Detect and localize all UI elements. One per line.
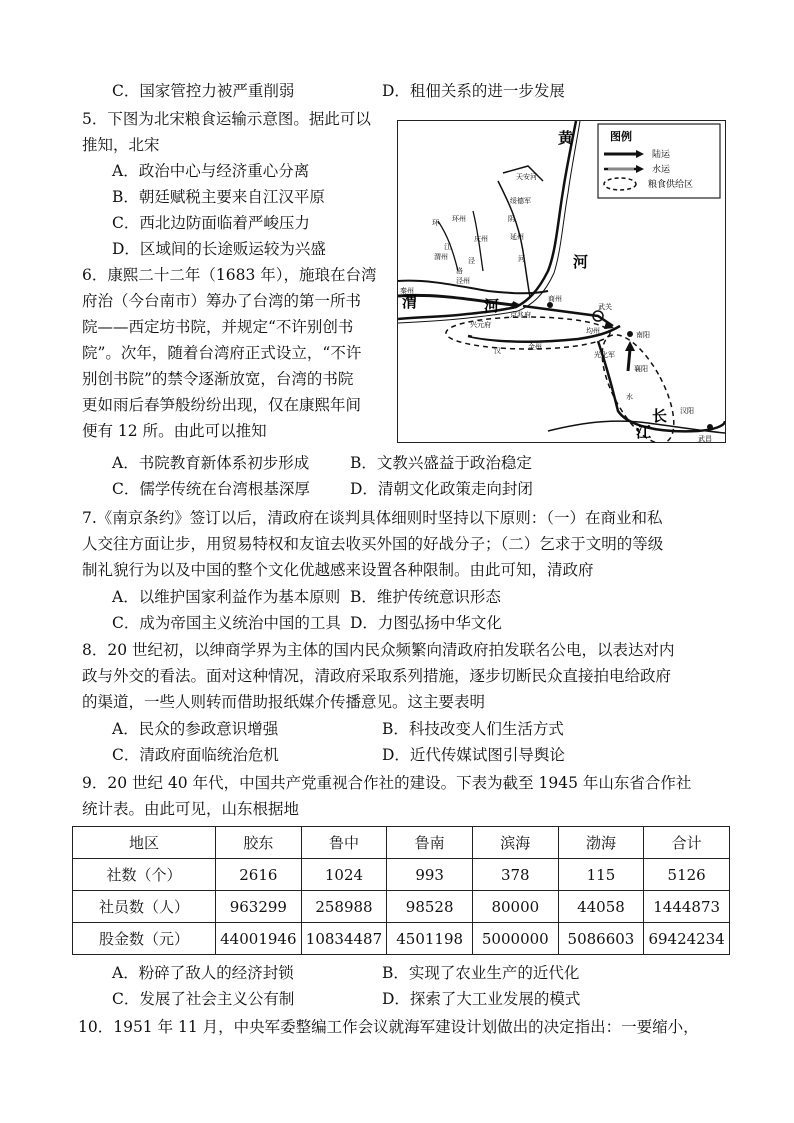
table-cell: 5126: [644, 859, 730, 891]
q6-stem-line6: 更如雨后春笋般纷纷出现，仅在康熙年间: [82, 396, 362, 414]
legend-land: 陆运: [652, 150, 671, 160]
table-header-cell: 胶东: [216, 827, 302, 859]
svg-text:泾: 泾: [468, 257, 475, 265]
q9-option-c: C．发展了社会主义公有制: [112, 990, 295, 1008]
q5-stem-line2: 推知，北宋: [82, 136, 160, 154]
svg-text:武昌: 武昌: [698, 435, 712, 442]
label-wei: 渭: [402, 293, 418, 311]
svg-text:水: 水: [626, 393, 633, 401]
table-cell: 44001946: [216, 923, 302, 955]
table-cell: 1444873: [644, 891, 730, 923]
table-cell: 258988: [301, 891, 387, 923]
q5-stem-line1: 5．下图为北宋粮食运输示意图。据此可以: [82, 110, 371, 128]
q6-option-a: A．书院教育新体系初步形成: [112, 454, 310, 472]
table-cell: 378: [472, 859, 558, 891]
svg-text:河: 河: [518, 255, 525, 263]
q9-stem-line2: 统计表。由此可见，山东根据地: [82, 800, 300, 818]
table-cell: 5000000: [472, 923, 558, 955]
q5-option-c: C．西北边防面临着严峻压力: [112, 214, 310, 232]
label-chang: 长: [652, 407, 668, 425]
svg-text:环: 环: [432, 219, 439, 227]
q9-option-b: B．实现了农业生产的近代化: [382, 964, 580, 982]
table-row: [73, 859, 730, 891]
q4-option-c: C．国家管控力被严重削弱: [112, 82, 295, 100]
q9-option-a: A．粉碎了敌人的经济封锁: [112, 964, 294, 982]
q9-stem-line1: 9．20 世纪 40 年代，中国共产党重视合作社的建设。下表为截至 1945 年山东省合作社: [82, 774, 692, 792]
shandong-coop-table: [72, 826, 730, 955]
q4-option-d: D．租佃关系的进一步发展: [382, 82, 565, 100]
q8-option-a: A．民众的参政意识增强: [112, 720, 279, 738]
table-header-cell: 鲁中: [301, 827, 387, 859]
q7-option-c: C．成为帝国主义统治中国的工具: [112, 614, 341, 632]
svg-text:环州: 环州: [452, 215, 466, 223]
yellow-river: [398, 121, 576, 319]
svg-text:泾州: 泾州: [456, 277, 470, 285]
q6-option-d: D．清朝文化政策走向封闭: [350, 480, 533, 498]
table-header-cell: 渤海: [558, 827, 644, 859]
table-cell: 10834487: [301, 923, 387, 955]
table-cell: 69424234: [644, 923, 730, 955]
svg-text:金州: 金州: [528, 343, 542, 351]
table-cell: 社数（个）: [73, 859, 216, 891]
svg-text:绥德军: 绥德军: [510, 197, 531, 205]
q6-option-b: B．文教兴盛益于政治稳定: [350, 454, 532, 472]
q9-option-d: D．探索了大工业发展的模式: [382, 990, 581, 1008]
table-cell: 963299: [216, 891, 302, 923]
q6-stem-line1: 6．康熙二十二年（1683 年），施琅在台湾: [82, 266, 377, 284]
svg-text:兴元府: 兴元府: [470, 321, 491, 329]
table-cell: 股金数（元）: [73, 923, 216, 955]
q6-stem-line7: 便有 12 所。由此可以推知: [82, 422, 267, 440]
svg-text:武关: 武关: [598, 303, 612, 311]
q7-option-b: B．维护传统意识形态: [350, 588, 501, 606]
table-cell: 5086603: [558, 923, 644, 955]
label-jiang: 江: [636, 423, 652, 441]
q6-option-c: C．儒学传统在台湾根基深厚: [112, 480, 310, 498]
q8-stem-line3: 的渠道，一些人则转而借助报纸媒介传播意见。这主要表明: [82, 693, 486, 711]
table-cell: 1024: [301, 859, 387, 891]
q5-option-d: D．区域间的长途贩运较为兴盛: [112, 240, 326, 258]
song-grain-transport-map: [397, 120, 726, 443]
svg-text:襄阳: 襄阳: [634, 365, 648, 373]
table-header-cell: 滨海: [472, 827, 558, 859]
svg-text:京兆府: 京兆府: [510, 311, 531, 319]
table-cell: 98528: [387, 891, 473, 923]
table-header-cell: 地区: [73, 827, 216, 859]
q6-stem-line2: 府治（今台南市）筹办了台湾的第一所书: [82, 292, 362, 310]
table-row: [73, 891, 730, 923]
table-cell: 115: [558, 859, 644, 891]
q6-stem-line3: 院——西定坊书院，并规定“不许别创书: [82, 318, 354, 336]
q5-option-a: A．政治中心与经济重心分离: [112, 162, 310, 180]
svg-text:延州: 延州: [510, 233, 524, 241]
table-cell: 社员数（人）: [73, 891, 216, 923]
svg-text:均州: 均州: [586, 327, 600, 335]
svg-text:阴: 阴: [508, 215, 515, 223]
table-row: [73, 923, 730, 955]
q8-option-c: C．清政府面临统治危机: [112, 746, 279, 764]
q7-option-d: D．力图弘扬中华文化: [350, 614, 502, 632]
svg-text:汉阳: 汉阳: [680, 407, 694, 415]
table-header-cell: 合计: [644, 827, 730, 859]
svg-text:光化军: 光化军: [594, 351, 615, 359]
q5-option-b: B．朝廷赋税主要来自江汉平原: [112, 188, 325, 206]
table-cell: 993: [387, 859, 473, 891]
svg-text:庆州: 庆州: [474, 235, 488, 243]
table-header-cell: 鲁南: [387, 827, 473, 859]
svg-text:渭州: 渭州: [434, 253, 448, 261]
legend-title: 图例: [610, 130, 632, 143]
q10-stem-line1: 10．1951 年 11 月，中央军委整编工作会议就海军建设计划做出的决定指出：一要缩小，: [78, 1018, 699, 1036]
svg-text:江: 江: [444, 243, 451, 251]
q8-option-d: D．近代传媒试图引导舆论: [382, 746, 565, 764]
svg-text:南阳: 南阳: [636, 331, 650, 339]
legend-supply: 粮食供给区: [648, 180, 694, 190]
svg-text:商州: 商州: [548, 295, 562, 303]
table-cell: 2616: [216, 859, 302, 891]
table-cell: 80000: [472, 891, 558, 923]
svg-text:秦州: 秦州: [400, 287, 414, 295]
q7-stem-line1: 7.《南京条约》签订以后，清政府在谈判具体细则时坚持以下原则：（一）在商业和私: [82, 509, 663, 527]
label-wei-he: 河: [484, 297, 500, 315]
q7-stem-line3: 制礼貌行为以及中国的整个文化优越感来设置各种限制。由此可知，清政府: [82, 561, 594, 579]
q8-option-b: B．科技改变人们生活方式: [382, 720, 564, 738]
q8-stem-line1: 8．20 世纪初，以绅商学界为主体的国内民众频繁向清政府拍发联名公电，以表达对内: [82, 641, 675, 659]
table-cell: 44058: [558, 891, 644, 923]
q7-option-a: A．以维护国家利益作为基本原则: [112, 588, 341, 606]
table-header-row: [73, 827, 730, 859]
q6-stem-line5: 别创书院”的禁令逐渐放宽，台湾的书院: [82, 370, 354, 388]
legend-water: 水运: [652, 165, 671, 175]
label-he: 河: [573, 253, 589, 271]
svg-text:汉: 汉: [494, 347, 501, 355]
q6-stem-line4: 院”。次年，随着台湾府正式设立，“不许: [82, 344, 362, 362]
q7-stem-line2: 人交往方面让步，用贸易特权和友谊去收买外国的好战分子；（二）乞求于文明的等级: [82, 535, 664, 553]
table-cell: 4501198: [387, 923, 473, 955]
label-huang: 黄: [558, 129, 574, 147]
svg-text:洛: 洛: [456, 267, 463, 275]
q8-stem-line2: 政与外交的看法。面对这种情况，清政府采取系列措施，逐步切断民众直接拍电给政府: [82, 667, 672, 685]
svg-text:天安河: 天安河: [516, 173, 537, 181]
